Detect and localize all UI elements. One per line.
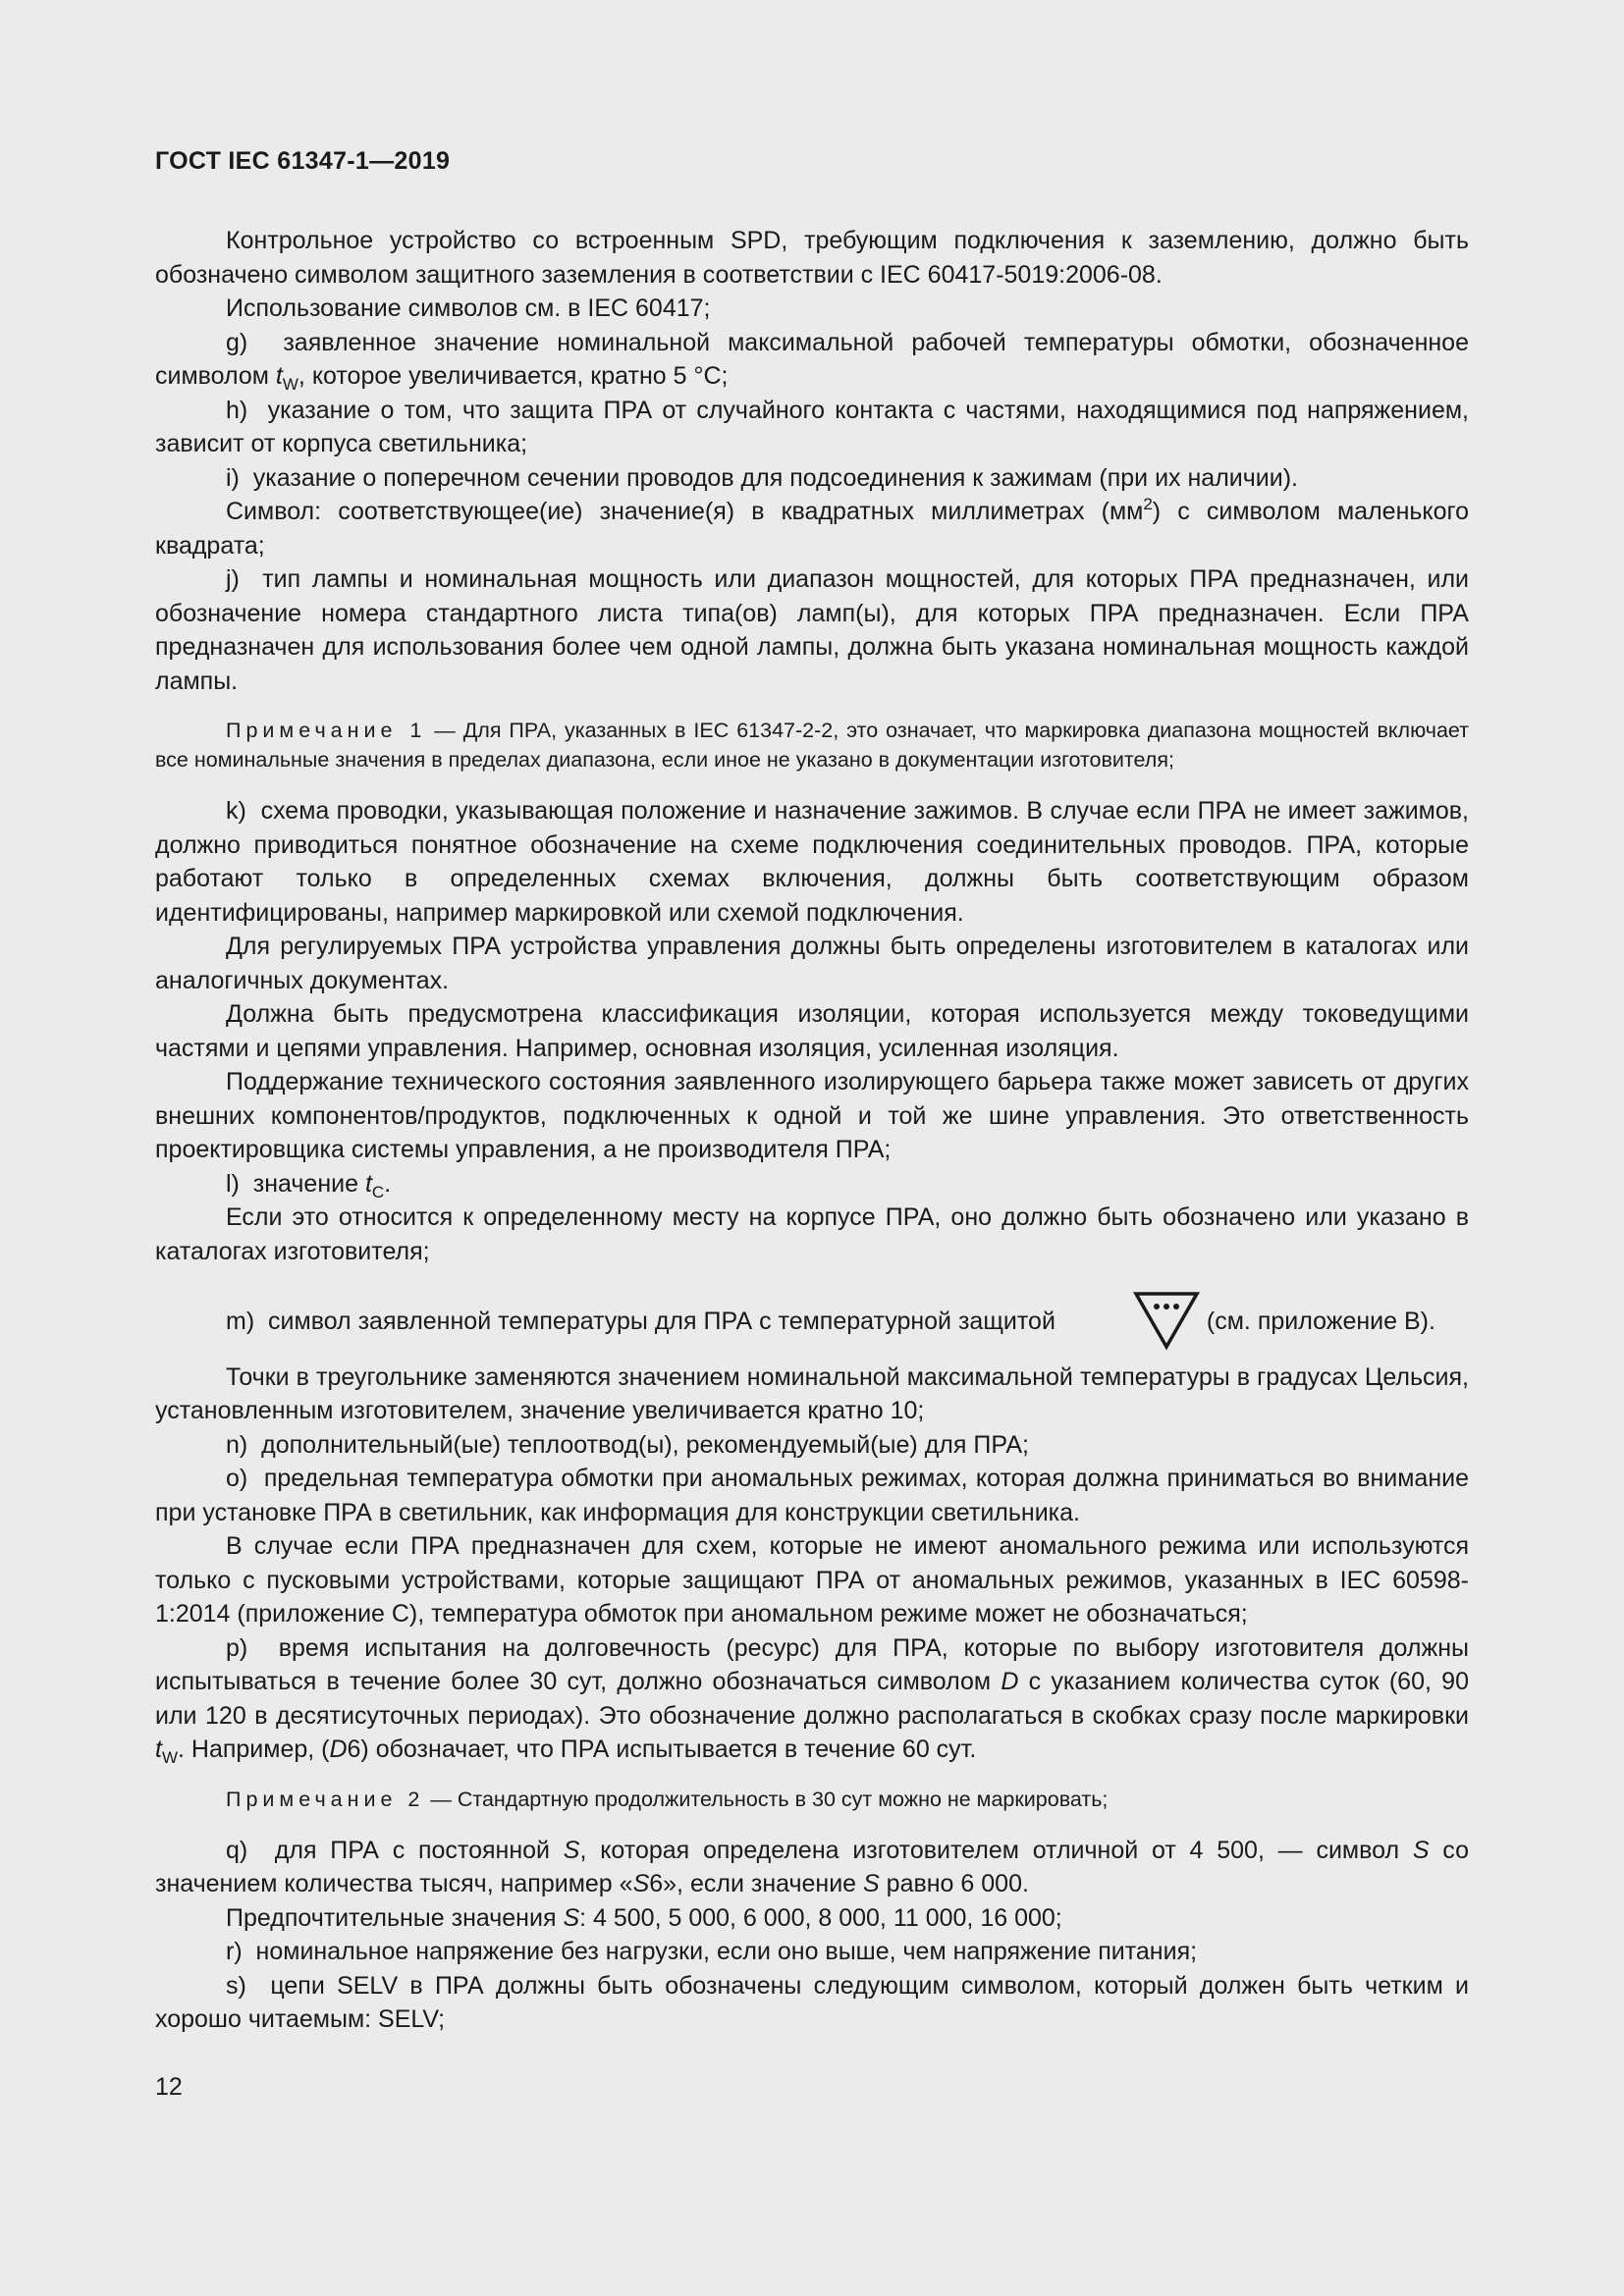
item-k: k) схема проводки, указывающая положение и назначение зажимов. В случае если ПРА не имеет зажимов, должно приводиться понятное обозначение на схеме подключения соединительных проводов. ПРА, которые работают только в определенных схемах включения, должны быть соответствующим образом идентифицированы, например маркировкой или схемой подключения. xyxy=(155,797,1469,927)
note-2: Примечание 2 — Стандартную продолжительность в 30 сут можно не маркировать; xyxy=(226,1787,1109,1811)
document-body xyxy=(155,224,1469,2037)
item-r: r) номинальное напряжение без нагрузки, если оно выше, чем напряжение питания; xyxy=(226,1938,1198,1965)
paragraph-place: Если это относится к определенному месту на корпусе ПРА, оно должно быть обозначено или указано в каталогах изготовителя; xyxy=(155,1203,1469,1265)
item-q: q) для ПРА с постоянной S, которая определена изготовителем отличной от 4 500, — символ S со значением количества тысяч, например «S6», если значение S равно 6 000. xyxy=(155,1836,1469,1897)
item-n: n) дополнительный(ые) теплоотвод(ы), рекомендуемый(ые) для ПРА; xyxy=(226,1430,1029,1459)
paragraph-insulation: Должна быть предусмотрена классификация изоляции, которая используется между токоведущими частями и цепями управления. Например, основная изоляция, усиленная изоляция. xyxy=(155,1000,1469,1062)
paragraph-symbols-ref: Использование символов см. в IEC 60417; xyxy=(226,294,711,322)
paragraph-maintenance: Поддержание технического состояния заявленного изолирующего барьера также может зависеть от других внешних компонентов/продуктов, подключенных к одной и той же шине управления. Это ответственность проектировщика системы управления, а не производителя ПРА; xyxy=(155,1068,1469,1163)
page-number: 12 xyxy=(155,2073,183,2101)
note-1: Примечание 1 — Для ПРА, указанных в IEC 61347-2-2, это означает, что маркировка диапазона мощностей включает все номинальные значения в пределах диапазона, если иное не указано в документации изготовителя; xyxy=(155,719,1469,772)
paragraph-adjustable: Для регулируемых ПРА устройства управления должны быть определены изготовителем в каталогах или аналогичных документах. xyxy=(155,933,1469,994)
item-p: p) время испытания на долговечность (ресурс) для ПРА, которые по выбору изготовителя должны испытываться в течение более 30 сут, должно обозначаться символом D с указанием количества суток (60, 90 или 120 в десятисуточных периодах). Это обозначение должно располагаться в скобках сразу после маркировки $t_W$. Например, (D6) обозначает, что ПРА испытывается в течение 60 сут. xyxy=(155,1633,1469,1767)
item-o: o) предельная температура обмотки при аномальных режимах, которая должна приниматься во внимание при установке ПРА в светильник, как информация для конструкции светильника. xyxy=(155,1465,1469,1526)
item-i: i) указание о поперечном сечении проводов для подсоединения к зажимам (при их наличии). xyxy=(226,463,1298,492)
paragraph-preferred-values: Предпочтительные значения S: 4 500, 5 000, 6 000, 8 000, 11 000, 16 000; xyxy=(226,1903,1062,1932)
item-j: j) тип лампы и номинальная мощность или диапазон мощностей, для которых ПРА предназначен, или обозначение номера стандартного листа типа(ов) ламп(ы), для которых ПРА предназначен. Если ПРА предназначен для использования более чем одной лампы, должна быть указана номинальная мощность каждой лампы. xyxy=(155,565,1469,695)
note-2-label: Примечание 2 xyxy=(226,1787,425,1811)
note-1-label: Примечание 1 xyxy=(226,719,427,742)
document-header: ГОСТ IEC 61347-1—2019 xyxy=(155,147,451,175)
paragraph-symbol-square: Символ: соответствующее(ие) значение(я) в квадратных миллиметрах $(мм^2)$ с символом маленького квадрата; xyxy=(155,495,1470,560)
item-m: m) символ заявленной температуры для ПРА с температурной защитой (см. приложение В). xyxy=(155,1290,1469,1361)
paragraph-dots: Точки в треугольнике заменяются значением номинальной максимальной температуры в градусах Цельсия, установленным изготовителем, значение увеличивается кратно 10; xyxy=(155,1362,1469,1424)
item-g: g) заявленное значение номинальной максимальной рабочей температуры обмотки, обозначенное символом $t_W$, которое увеличивается, кратно 5 °С; xyxy=(155,328,1469,394)
paragraph-abnormal: В случае если ПРА предназначен для схем, которые не имеют аномального режима или используются только с пусковыми устройствами, которые защищают ПРА от аномальных режимов, указанных в IEC 60598-1:2014 (приложение С), температура обмоток при аномальном режиме может не обозначаться; xyxy=(155,1532,1469,1628)
item-s: s) цепи SELV в ПРА должны быть обозначены следующим символом, который должен быть четким и хорошо читаемым: SELV; xyxy=(155,1971,1469,2033)
temperature-protection-triangle-icon xyxy=(1061,1290,1201,1361)
item-h: h) указание о том, что защита ПРА от случайного контакта с частями, находящимися под напряжением, зависит от корпуса светильника; xyxy=(155,396,1469,457)
item-l: l) значение $t_C$. xyxy=(226,1169,392,1201)
paragraph-spd: Контрольное устройство со встроенным SPD, требующим подключения к заземлению, должно быть обозначено символом защитного заземления в соответствии с IEC 60417-5019:2006-08. xyxy=(155,227,1469,289)
